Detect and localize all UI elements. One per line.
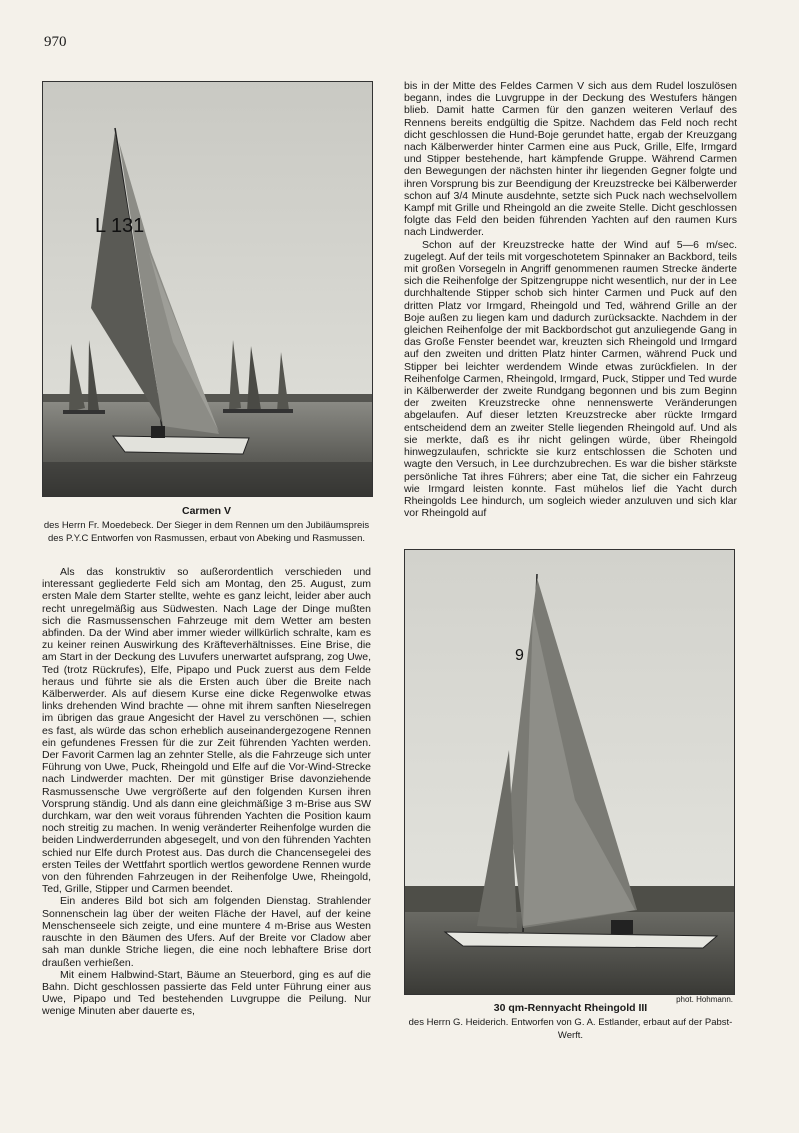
figure-title: Carmen V <box>181 505 232 517</box>
page-number: 970 <box>44 34 67 50</box>
right-column-text <box>404 80 737 519</box>
figure-caption-text: des Herrn G. Heiderich. Entworfen von G. A. Estlander, erbaut auf der Pabst-Werft. <box>408 1017 733 1041</box>
figure-title: 30 qm-Rennyacht Rheingold III <box>493 1002 648 1014</box>
photo-carmen-v <box>42 81 373 497</box>
paragraph: Ein anderes Bild bot sich am folgenden Dienstag. Strahlender Sonnenschein lag über der weiten Fläche der Havel, auf der keine Menschenseele sich zeigte, und eine muntere 4 m-Brise aus Westen rauschte in den Bäumen des Ufers. Auf der Breite vor Cladow aber sah man dunkle Striche liegen, die eine noch lebhaftere Brise dort draußen verhießen. <box>42 895 371 969</box>
sail-mark-icon: 9 <box>515 647 524 664</box>
photo-rheingold-iii <box>404 549 735 995</box>
paragraph: Schon auf der Kreuzstrecke hatte der Wind auf 5—6 m/sec. zugelegt. Auf der teils mit vorgeschotetem Spinnaker an Backbord, teils mit großen Vorsegeln in Angriff genommenen raumen Strecke änderte sich die Reihenfolge der Spitzengruppe nicht wesentlich, nur der in Lee durchhaltende Stipper schob sich hinter Carmen und Puck auf den dritten Platz vor Irmgard, Rheingold und Ted, während Grille an der Boje außen zu liegen kam und dadurch zurücksackte. Nachdem in der gleichen Reihenfolge der mit Backbordschot gut anzuliegende Gang in das Große Fenster beendet war, kreuzten sich Rheingold und Irmgard auf den zweiten und dritten Platz hinter Carmen, während Puck und Stipper bei leichter werdendem Winde etwas zurückfielen. In der Reihenfolge Carmen, Rheingold, Irmgard, Puck, Stipper und Ted wurde in Kälberwerder der zweite Rundgang begonnen und bis zum Beginn der zweiten Kreuzstrecke ohne nennenswerte Veränderungen abgelaufen. Auf dieser letzten Kreuzstrecke aber rückte Irmgard entscheidend dem an zweiter Stelle liegenden Rheingold auf. Und als sie merkte, daß es ihr nicht gelingen würde, über Rheingold hinwegzulaufen, schrickte sie kurz entschlossen die Schoten und wagte den Versuch, in Lee durchzubrechen. Es war die bisher stärkste persönliche Tat ihres Führers; aber eine Tat, die sicher ein Fahrzeug wie Irmgard leisten konnte. Fast mühelos lief die Yacht durch Rheingolds Lee hindurch, um sogleich wieder anzuluven und sich klar vor Rheingold auf <box>404 238 737 520</box>
paragraph: Als das konstruktiv so außerordentlich verschieden und interessant gegliederte Feld sich am Montag, den 25. August, zum ersten Male dem Starter stellte, wehte es ganz leicht, leider aber auch recht unregelmäßig aus Südwesten. Nach Lage der Dinge mußten sich die Rasmussenschen Fahrzeuge mit dem Wetter am besten abfinden. Da der Wind aber immer wieder willkürlich schralte, kam es zu keiner reinen Auswirkung des Kräfteverhältnisses. Eine Brise, die am Start in der Deckung des Luvufers unerwartet aufsprang, zog Uwe, Ted (trotz Rückrufes), Elfe, Pipapo und Puck zuerst aus dem Felde heraus und führte sie als die Ersten auch über die Breite nach Kälberwerder. Als auf diesem Kurse eine dicke Regenwolke etwas links drehenden Wind brachte — ohne mit ihrem sanften Nieselregen im übrigen das graue Angesicht der Havel zu verschönen —, schien es fast, als würde das schon erheblich auseinandergezogene Rennen ein gefundenes Fressen für die zur Zeit führenden Yachten werden. Der Favorit Carmen lag an zehnter Stelle, als die Fahrzeuge sich unter Führung von Uwe, Puck, Rheingold und Elfe auf die Vor-Wind-Strecke nach Lindwerder machten. Der mit günstiger Brise davonziehende Rasmussensche Uwe vergrößerte auf den folgenden Kursen ihren Vorsprung ständig. Und als dann eine gleichmäßige 3 m-Brise aus SW durchkam, war den weit voraus führenden Yachten die Position kaum noch streitig zu machen. In wenig veränderter Reihenfolge wurden die beiden Lindwerderrunden abgesegelt, und von den führenden Yachten schied nur Elfe durch Protest aus. Das durch die Chancensegelei des ersten Teiles der Wettfahrt sportlich wertlos gewordene Rennen wurde von den führenden Fahrzeugen in der Reihenfolge Uwe, Rheingold, Ted, Grille, Stipper und Carmen beendet. <box>42 566 371 896</box>
figure-caption-carmen <box>42 505 371 545</box>
sailboat-photo-carmen <box>43 82 372 496</box>
paragraph: bis in der Mitte des Feldes Carmen V sich aus dem Rudel loszulösen begann, indes die Luvgruppe in der Deckung des Westufers hängen blieb. Damit hatte Carmen für den ganzen weiteren Verlauf des Rennens bereits endgültig die Spitze. Nachdem das Feld noch recht dicht geschlossen die Hund-Boje gerundet hatte, ergab der Kreuzgang nach Kälberwerder hinter Carmen eine aus Puck, Grille, Elfe, Irmgard und Stipper bestehende, hart kämpfende Gruppe. Während Carmen den Bewegungen der nächsten hinter ihr liegenden Gegner folgte und ihren Vorsprung bis zur Beendigung der Kreuzstrecke bei Kälberwerder schon auf 3/4 Minute ausdehnte, setzte sich Puck nach wechselvollem Kampf mit Grille und Rheingold an die zweite Stelle. Dicht geschlossen folgte das Feld den beiden führenden Yachten auf den raumen Kurs nach Lindwerder. <box>404 80 737 239</box>
figure-caption-text: des Herrn Fr. Moedebeck. Der Sieger in dem Rennen um den Jubiläumspreis des P.Y.C Entworfen von Rasmussen, erbaut von Abeking und Rasmussen. <box>43 520 370 544</box>
sail-number: L 131 <box>95 215 145 237</box>
photo-credit: phot. Hohmann. <box>676 995 733 1004</box>
left-column-text <box>42 566 371 1018</box>
sailboat-photo-rheingold <box>405 550 734 994</box>
paragraph: Mit einem Halbwind-Start, Bäume an Steuerbord, ging es auf die Bahn. Dicht geschlossen passierte das Feld unter Führung einer aus Uwe, Pipapo und Ted bestehenden Luvgruppe die Peilung. Nur wenige Minuten aber dauerte es, <box>42 968 371 1018</box>
figure-caption-rheingold <box>404 1002 737 1042</box>
